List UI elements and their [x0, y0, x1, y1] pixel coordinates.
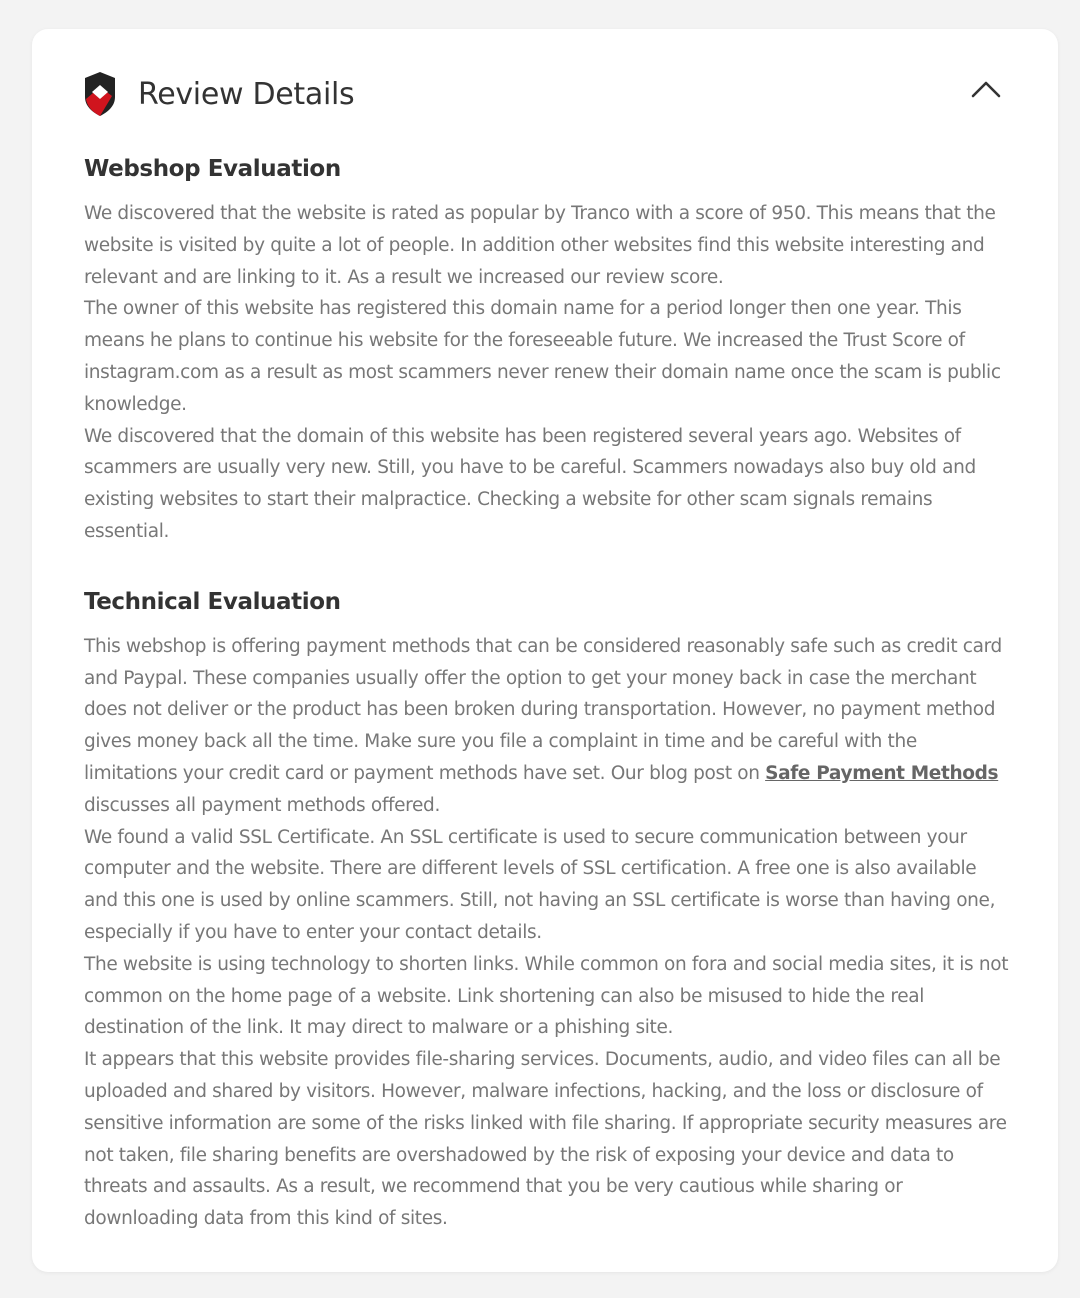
paragraph: We found a valid SSL Certificate. An SSL certificate is used to secure communication between your computer and the website. There are different levels of SSL certification. A free one is also available and this one is used by online scammers. Still, not having an SSL certificate is worse than having one, especially if you have to enter your contact details. — [84, 826, 996, 943]
chevron-up-icon[interactable] — [966, 75, 1006, 103]
paragraph-text: discusses all payment methods offered. — [84, 794, 440, 816]
technical-evaluation-section — [84, 586, 1010, 1235]
paragraph-text: This webshop is offering payment methods that can be considered reasonably safe such as credit card and Paypal. These companies usually offer the option to get your money back in case the merchant does not deliver or the product has been broken during transportation. However, no payment method gives money back all the time. Make sure you file a complaint in time and be careful with the limitations your credit card or payment methods have set. Our blog post on — [84, 635, 1002, 784]
review-details-content — [84, 153, 1010, 1235]
review-details-header[interactable] — [82, 69, 1008, 119]
webshop-evaluation-section — [84, 153, 1010, 548]
page-title: Review Details — [138, 76, 355, 112]
paragraph: The owner of this website has registered this domain name for a period longer then one year. This means he plans to continue his website for the foreseeable future. We increased the Trust Score of instagram.com as a result as most scammers never renew their domain name once the scam is public knowledge. — [84, 298, 1001, 415]
safe-payment-methods-link[interactable]: Safe Payment Methods — [765, 762, 999, 784]
section-title: Technical Evaluation — [84, 588, 341, 615]
payment-paragraph — [84, 631, 1010, 822]
shield-logo-icon — [82, 70, 118, 118]
paragraph: It appears that this website provides file-sharing services. Documents, audio, and video files can all be uploaded and shared by visitors. However, malware infections, hacking, and the loss or disclosure of sensitive information are some of the risks linked with file sharing. If appropriate security measures are not taken, file sharing benefits are overshadowed by the risk of exposing your device and data to threats and assaults. As a result, we recommend that you be very cautious while sharing or downloading data from this kind of sites. — [84, 1049, 1007, 1230]
paragraph: We discovered that the website is rated as popular by Tranco with a score of 950. This means that the website is visited by quite a lot of people. In addition other websites find this website interesting and relevant and are linking to it. As a result we increased our review score. — [84, 203, 996, 288]
paragraph: The website is using technology to shorten links. While common on fora and social media sites, it is not common on the home page of a website. Link shortening can also be misused to hide the real destination of the link. It may direct to malware or a phishing site. — [84, 953, 1009, 1039]
paragraph: We discovered that the domain of this website has been registered several years ago. Websites of scammers are usually very new. Still, you have to be careful. Scammers nowadays also buy old and existing websites to start their malpractice. Checking a website for other scam signals remains essential. — [84, 425, 976, 542]
review-details-card — [32, 29, 1058, 1272]
section-title: Webshop Evaluation — [84, 156, 341, 182]
